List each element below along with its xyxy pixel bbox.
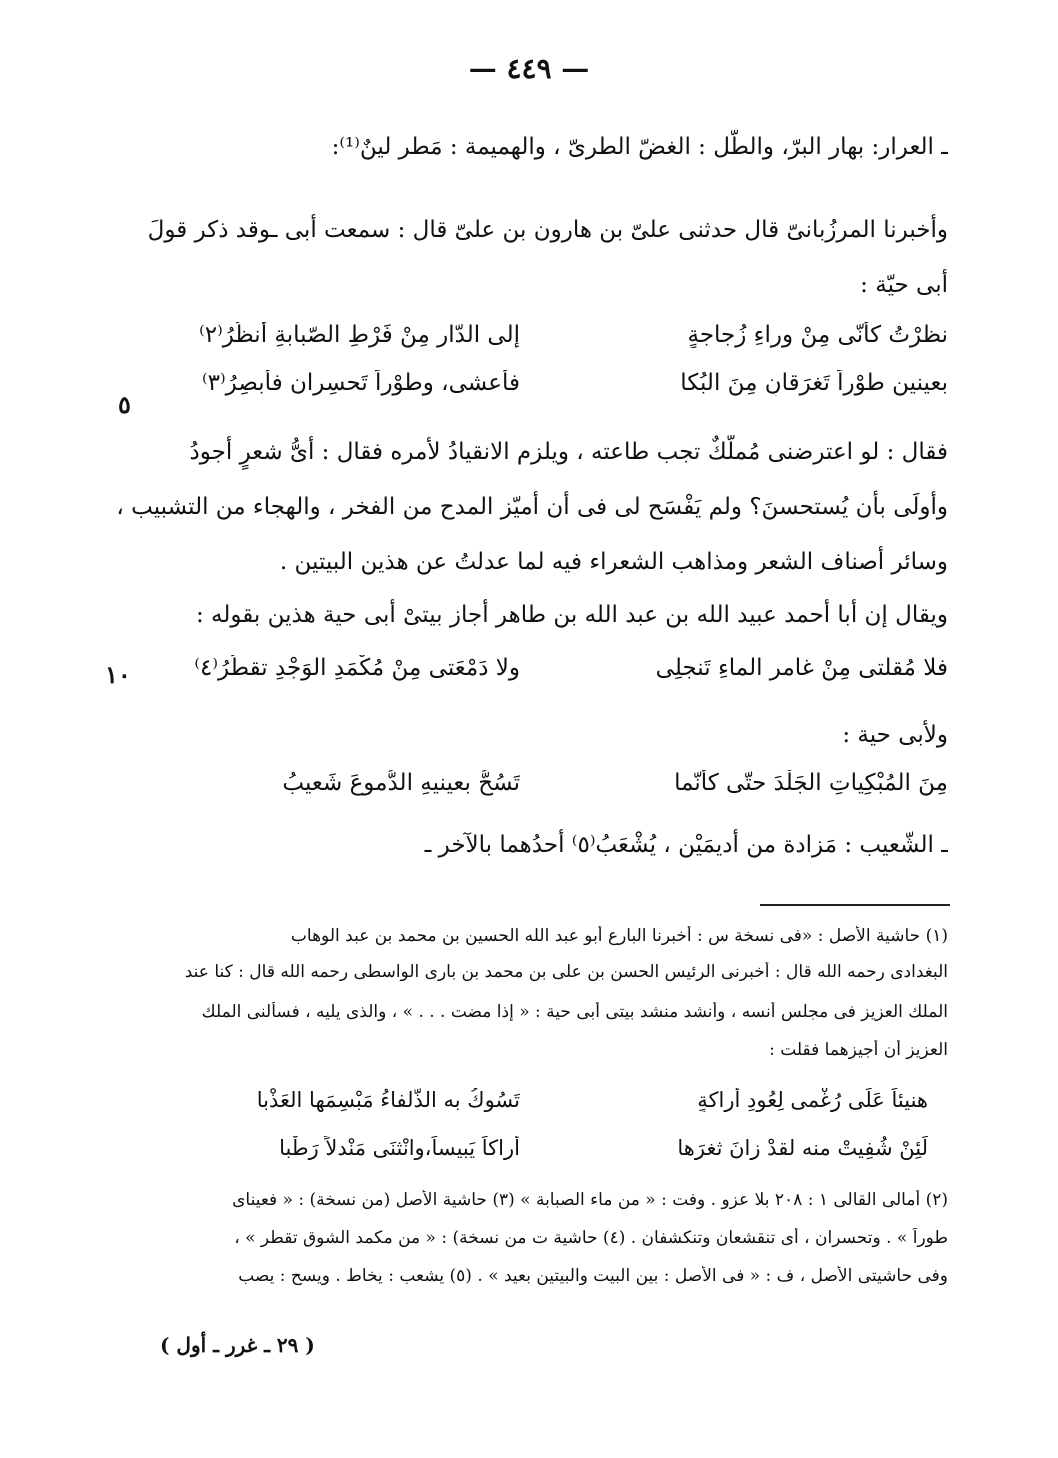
footnote-line: الملك العزيز فى مجلس أنسه ، وأنشد منشد بيتى أبى حية : « إذا مضت . . . » ، والذى يليه ، فسألنى الملك [201, 1002, 948, 1022]
footnote-line: البغدادى رحمه الله قال : أخبرنى الرئيس الحسن بن على بن محمد بن بارى الواسطى رحمه الله قال : كنا عند [184, 962, 948, 982]
text-line: وأخبرنا المرزُبانىّ قال حدثنى علىّ بن هارون بن علىّ قال : سمعت أبى ـوقد ذكر قولَ [147, 217, 948, 243]
text-line: أبى حيّة : [860, 272, 948, 298]
line-marker-10: ١٠ [105, 660, 131, 689]
verse-hemistich-left: تَسُحُّ بعينيهِ الدُّموعَ شَعيبُ [282, 770, 520, 796]
page-number: — ٤٤٩ — [468, 52, 590, 85]
verse-hemistich-right: نظرْتُ كأنّى مِنْ وراءِ زُجاجةٍ [687, 322, 948, 348]
verse-hemistich-right: فلا مُقلتى مِنْ غامرِ الماءِ تَنجلِى [655, 655, 948, 681]
text-line: ولأبى حية : [842, 722, 948, 748]
text-line: فقال : لو اعترضنى مُملّكٌ تجب طاعته ، ويلزم الانقيادُ لأمره فقال : أىُّ شعرٍ أجودُ [189, 439, 948, 465]
footnote-verse-right: لَئِنْ شُفِيتْ منه لقدْ زانَ ثغرَها [677, 1136, 928, 1160]
signature-mark: ( ٢٩ ـ غرر ـ أول ) [160, 1333, 315, 1357]
verse-hemistich-left: إلى الدّارِ مِنْ فَرْطِ الصّبابةِ أنظُرُ⁽٢⁾ [199, 322, 520, 348]
verse-hemistich-left: ولا دَمْعَتى مِنْ مُكْمَدِ الوَجْدِ تقطُرُ⁽٤⁾ [194, 655, 520, 681]
footnote-divider [760, 904, 950, 906]
verse-hemistich-right: بعينين طوْراً تَغرَقانِ مِنَ البُكا [680, 370, 948, 396]
footnote-line: العزيز أن أجيزهما فقلت : [769, 1040, 948, 1060]
text-line: ـ الشّعيب : مَزادة من أديمَيْن ، يُشْعَبُ⁽٥⁾ أحدُهما بالآخر ـ [424, 832, 948, 858]
text-line: ـ العرار: بهار البرّ، والطّل : الغضّ الطرىّ ، والهميمة : مَطر لينٌ⁽¹⁾: [331, 134, 948, 160]
text-line: وسائر أصناف الشعر ومذاهب الشعراء فيه لما عدلتُ عن هذين البيتين . [279, 549, 948, 575]
verse-hemistich-left: فأعشى، وطوْراً تَحسِران فأبصِرُ⁽٣⁾ [201, 370, 520, 396]
footnote-verse-right: هنيئاً عَلَى رُغْمى لِعُودِ أراكةٍ [697, 1088, 928, 1112]
verse-hemistich-right: مِنَ المُبْكِياتِ الجَلْدَ حتّى كأنّما [674, 770, 948, 796]
footnote-verse-left: تَسُوكُ به الذّلفاءُ مَبْسِمَها العَذْبا [256, 1088, 520, 1112]
footnote-line: (٢) أمالى القالى ١ : ٢٠٨ بلا عزو . وفت : « من ماء الصبابة » (٣) حاشية الأصل (من نسخة) : « فعيناى [232, 1190, 948, 1210]
text-line: ويقال إن أبا أحمد عبيد الله بن عبد الله بن طاهر أجاز بيتىْ أبى حية هذين بقوله : [195, 602, 948, 628]
footnote-line: (١) حاشية الأصل : «فى نسخة س : أخبرنا البارع أبو عبد الله الحسين بن محمد بن عبد الوهاب [290, 926, 948, 946]
footnote-line: وفى حاشيتى الأصل ، ف : « فى الأصل : بين البيت والبيتين بعيد » . (٥) يشعب : يخاط . ويسح : يصب [238, 1266, 948, 1286]
footnote-line: طوراً » . وتحسران ، أى تنقشعان وتنكشفان . (٤) حاشية ت من نسخة) : « من مكمد الشوق تقطر » ، [234, 1228, 948, 1248]
line-marker-5: ٥ [118, 390, 131, 419]
footnote-verse-left: أراكاً يَبيساً،وانْثنَى مَنْدلاً رَطْبا [279, 1136, 520, 1160]
text-line: وأولَى بأن يُستحسنَ؟ ولم يَفْسَح لى فى أن أميّز المدح من الفخر ، والهجاء من التشبيب ، [116, 494, 948, 520]
